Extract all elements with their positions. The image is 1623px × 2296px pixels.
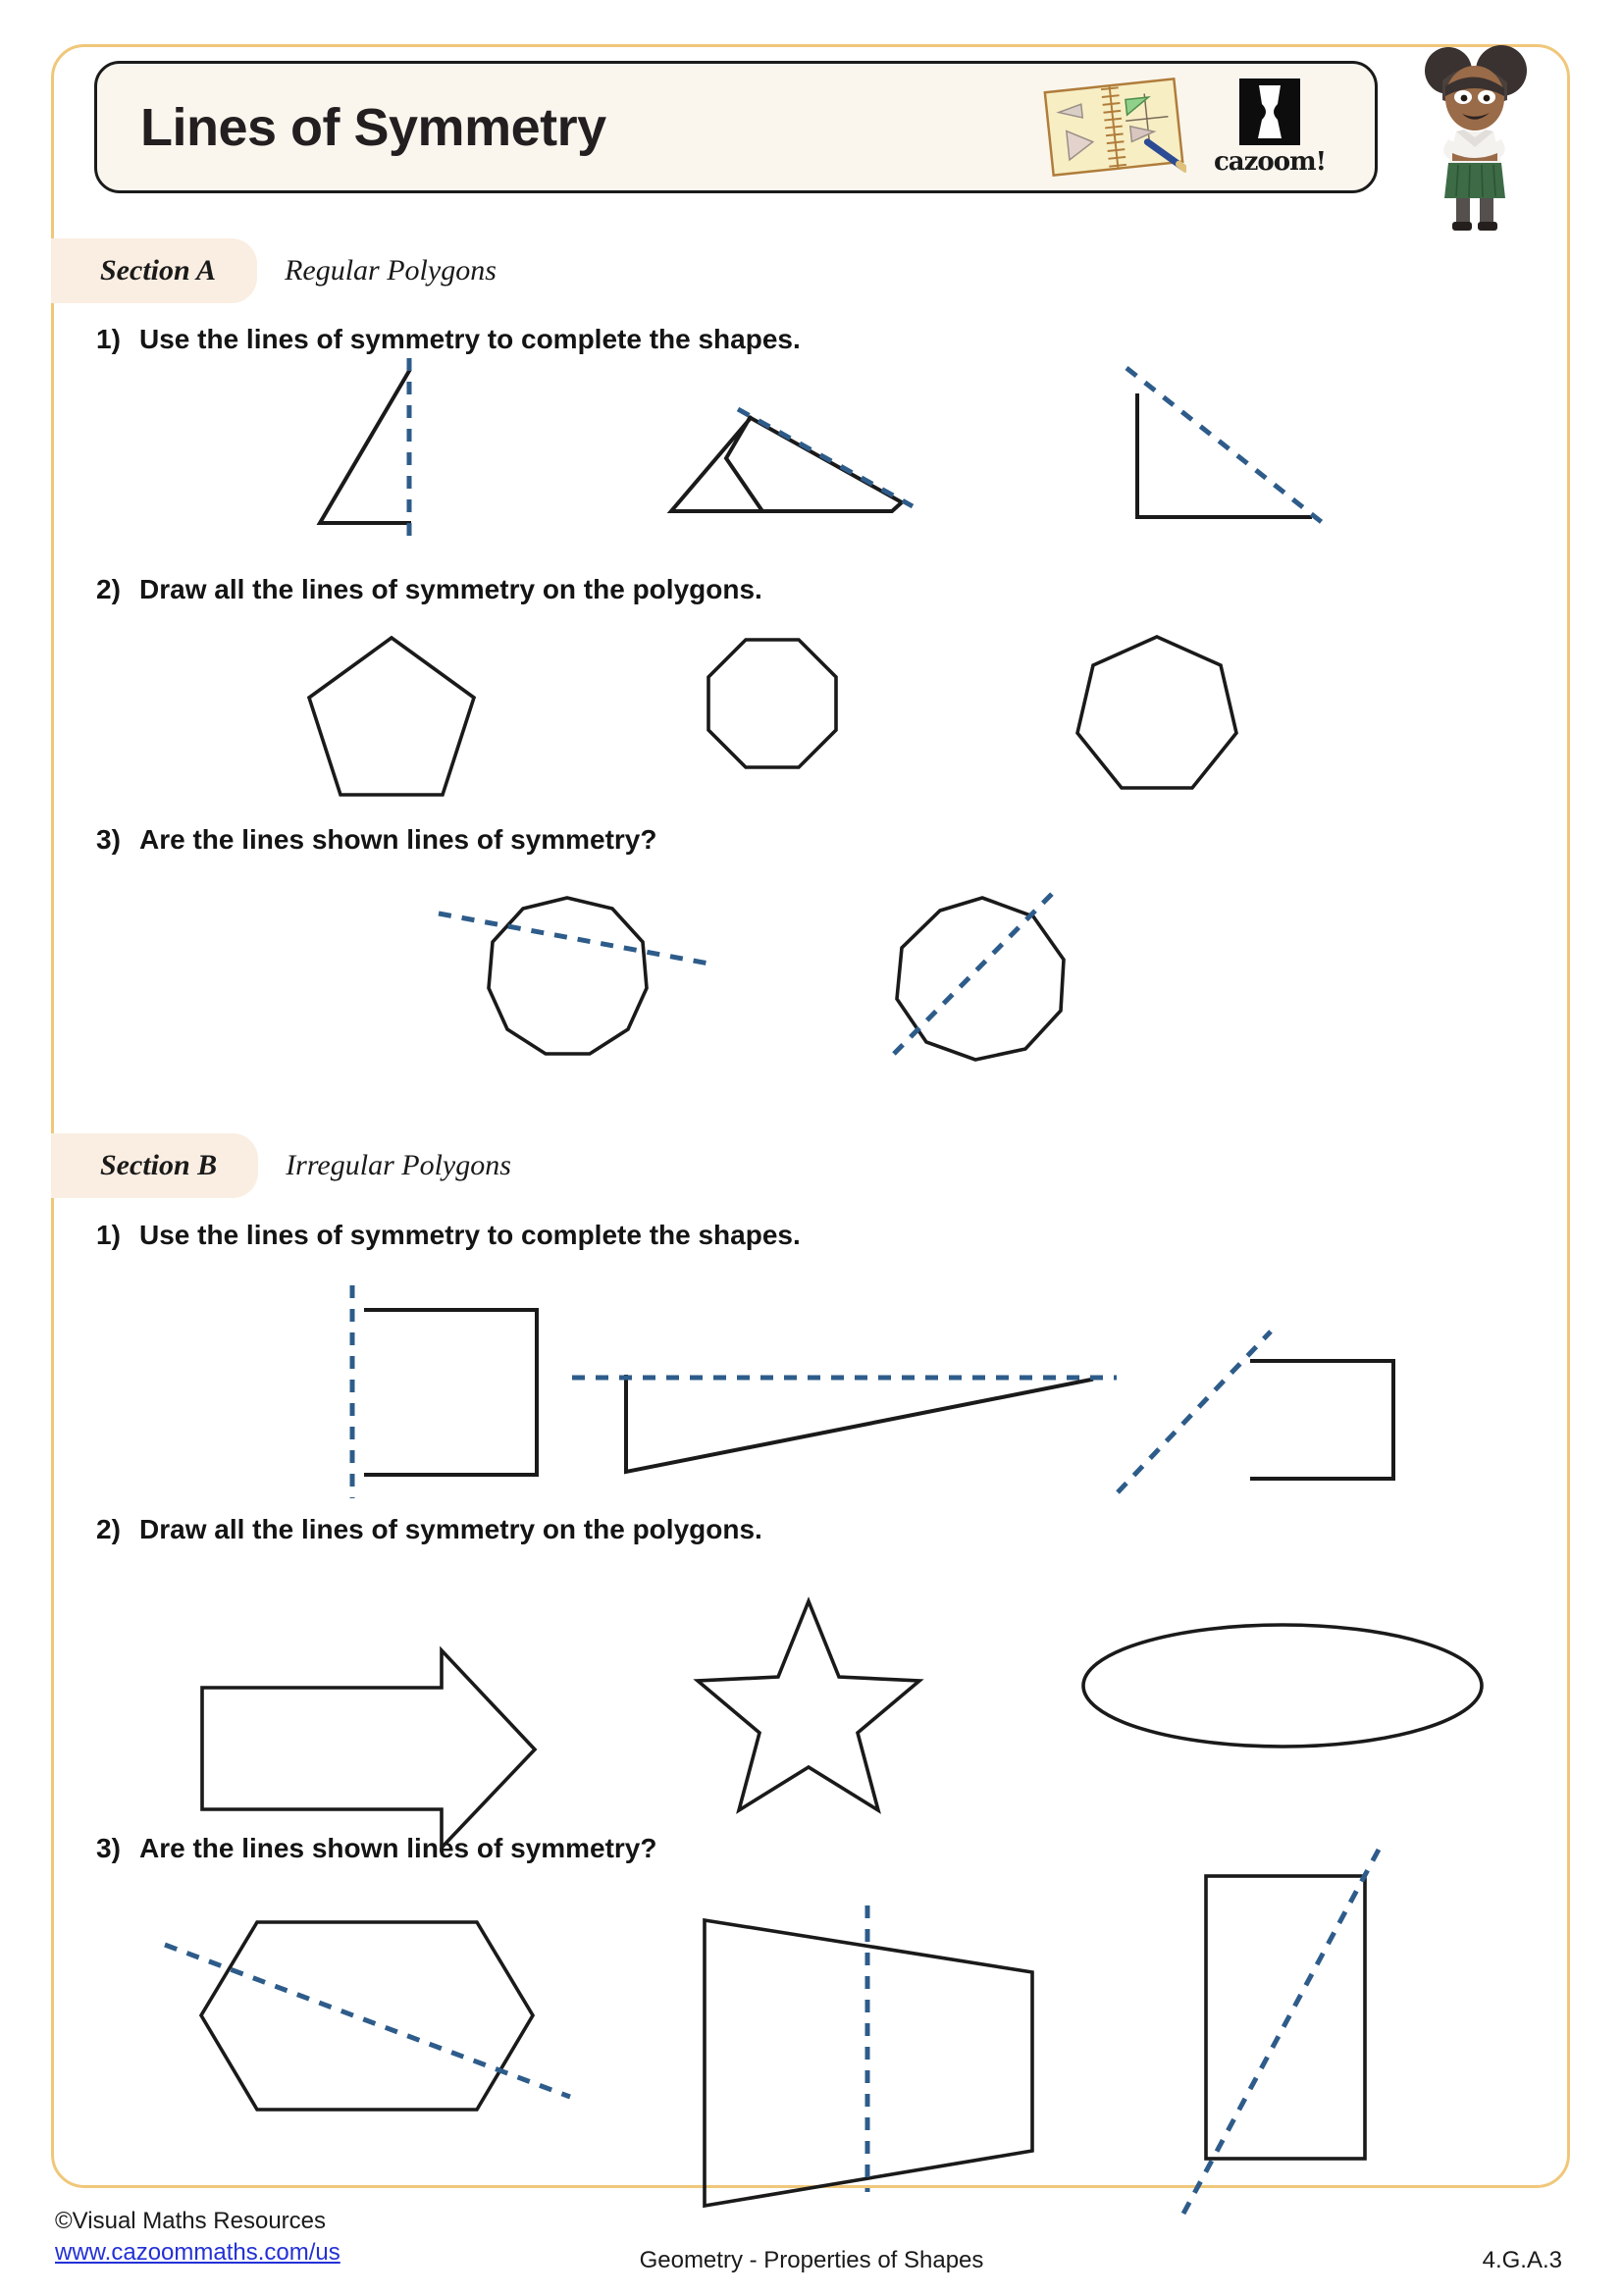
section-b-label: Section B [100,1149,218,1181]
footer-website-link[interactable]: www.cazoommaths.com/us [55,2239,340,2267]
footer-copyright: ©Visual Maths Resources [55,2208,327,2234]
student-mascot-illustration [1415,37,1533,234]
page-footer [0,2206,1623,2296]
question-a2 [96,574,762,605]
section-a-pill [51,238,257,303]
question-a1-number: 1) [96,324,121,354]
cazoom-logo [1214,78,1326,177]
page-title: Lines of Symmetry [140,97,606,157]
question-a1 [96,324,801,355]
cazoom-hourglass-icon [1239,78,1300,145]
question-b1 [96,1220,801,1251]
question-b1-text: Use the lines of symmetry to complete the shapes. [139,1220,801,1250]
section-header-a [51,238,497,303]
worksheet-page [51,44,1570,2188]
question-b1-number: 1) [96,1220,121,1250]
footer-topic: Geometry - Properties of Shapes [639,2247,984,2273]
question-a2-text: Draw all the lines of symmetry on the polygons. [139,574,762,604]
question-a2-number: 2) [96,574,121,604]
cazoom-wordmark: cazoom! [1213,146,1326,177]
question-b2-text: Draw all the lines of symmetry on the polygons. [139,1514,762,1544]
question-a1-text: Use the lines of symmetry to complete the shapes. [139,324,801,354]
question-a3-text: Are the lines shown lines of symmetry? [139,824,657,855]
question-b2 [96,1514,762,1545]
worksheet-title-bar [94,61,1378,193]
section-header-b [51,1133,511,1198]
notebook-shapes-icon [1041,76,1186,179]
section-b-subtitle: Irregular Polygons [286,1149,511,1181]
title-icon-group [1041,76,1326,179]
question-a3-number: 3) [96,824,121,855]
footer-standard-code: 4.G.A.3 [1482,2247,1562,2273]
section-a-subtitle: Regular Polygons [285,254,497,287]
section-b-pill [51,1133,258,1198]
section-a-label: Section A [100,254,217,287]
question-b3-text: Are the lines shown lines of symmetry? [139,1833,657,1863]
question-b2-number: 2) [96,1514,121,1544]
question-b3-number: 3) [96,1833,121,1863]
question-a3 [96,824,656,856]
question-b3 [96,1833,656,1864]
